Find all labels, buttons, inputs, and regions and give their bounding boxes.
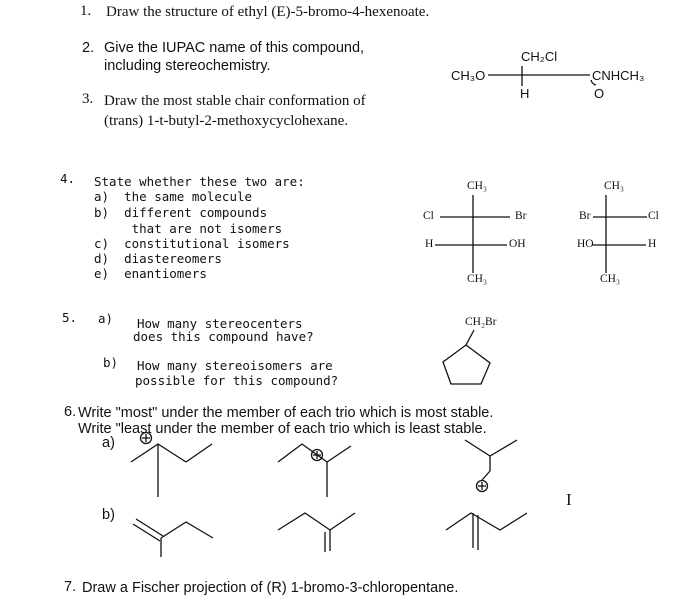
q4-option-e: e) enantiomers bbox=[94, 266, 207, 281]
q2-number: 2. bbox=[82, 40, 95, 56]
q2-ch2cl-label: CH₂Cl bbox=[521, 49, 558, 64]
q3-line1: Draw the most stable chair conformation of bbox=[104, 93, 366, 109]
q5-a-label: a) bbox=[98, 311, 114, 326]
fischer1-upper-right-label: Br bbox=[515, 210, 527, 222]
fischer2-structure bbox=[592, 195, 647, 273]
q2-line2: including stereochemistry. bbox=[104, 58, 271, 74]
fischer1-upper-left-label: Cl bbox=[423, 210, 434, 222]
q4-option-b-cont: that are not isomers bbox=[94, 221, 283, 236]
fischer2-upper-right-label: Cl bbox=[648, 210, 659, 222]
fischer2-bottom-label: CH₃ bbox=[600, 273, 620, 285]
q6a-molecule-3 bbox=[465, 440, 517, 480]
q3-line2: (trans) 1-t-butyl-2-methoxycyclohexane. bbox=[104, 113, 349, 129]
q6-number: 6. bbox=[64, 404, 77, 420]
q4-option-d: d) diastereomers bbox=[94, 251, 222, 266]
q6-line1: Write "most" under the member of each trio which is most stable. bbox=[78, 405, 494, 421]
q6a-molecule-2 bbox=[278, 444, 351, 497]
q5-b-line1: How many stereoisomers are bbox=[137, 358, 333, 373]
fischer2-lower-right-label: H bbox=[648, 238, 657, 250]
q2-carbonyl-o-label: O bbox=[594, 86, 605, 101]
fischer1-structure bbox=[435, 195, 510, 273]
q6-line2: Write "least under the member of each trio which is least stable. bbox=[78, 421, 487, 437]
q4-number: 4. bbox=[60, 171, 76, 186]
text-cursor-icon: I bbox=[566, 490, 572, 509]
fischer2-top-label: CH₃ bbox=[604, 180, 624, 192]
q2-ch3o-label: CH₃O bbox=[451, 68, 486, 83]
q2-structure bbox=[488, 66, 596, 86]
q5-b-label: b) bbox=[103, 355, 119, 370]
q1-text: Draw the structure of ethyl (E)-5-bromo-4-hexenoate. bbox=[106, 4, 430, 20]
q5-b-line2: possible for this compound? bbox=[135, 373, 339, 388]
q7-number: 7. bbox=[64, 579, 77, 595]
q6b-molecule-1 bbox=[133, 519, 213, 557]
q4-option-c: c) constitutional isomers bbox=[94, 236, 290, 251]
q6b-molecule-2 bbox=[278, 513, 355, 552]
q4-option-b: b) different compounds bbox=[94, 205, 268, 220]
q6-a-label: a) bbox=[102, 435, 115, 451]
fischer1-lower-left-label: H bbox=[425, 238, 434, 250]
q6b-molecule-3 bbox=[446, 513, 527, 550]
q1-number: 1. bbox=[80, 3, 92, 19]
q5-number: 5. bbox=[62, 310, 78, 325]
q4-prompt: State whether these two are: bbox=[94, 174, 305, 189]
q2-line1: Give the IUPAC name of this compound, bbox=[104, 40, 365, 56]
q6-b-label: b) bbox=[102, 507, 115, 523]
q5-ch2br-label: CH₂Br bbox=[465, 316, 497, 328]
fischer2-lower-left-label: HO bbox=[577, 238, 594, 250]
q2-h-label: H bbox=[520, 86, 530, 101]
q5-a-line2: does this compound have? bbox=[133, 329, 314, 344]
fischer1-top-label: CH₃ bbox=[467, 180, 487, 192]
cyclopentane-ring bbox=[443, 330, 490, 384]
q5-a-line1: How many stereocenters bbox=[137, 316, 303, 331]
q6a-molecule-1 bbox=[131, 444, 212, 497]
q4-option-a: a) the same molecule bbox=[94, 189, 253, 204]
q3-number: 3. bbox=[82, 91, 94, 107]
fischer1-bottom-label: CH₃ bbox=[467, 273, 487, 285]
q7-text: Draw a Fischer projection of (R) 1-bromo-3-chloropentane. bbox=[82, 580, 459, 596]
fischer2-upper-left-label: Br bbox=[579, 210, 591, 222]
q2-cnhch3-label: CNHCH₃ bbox=[592, 68, 645, 83]
fischer1-lower-right-label: OH bbox=[509, 238, 526, 250]
